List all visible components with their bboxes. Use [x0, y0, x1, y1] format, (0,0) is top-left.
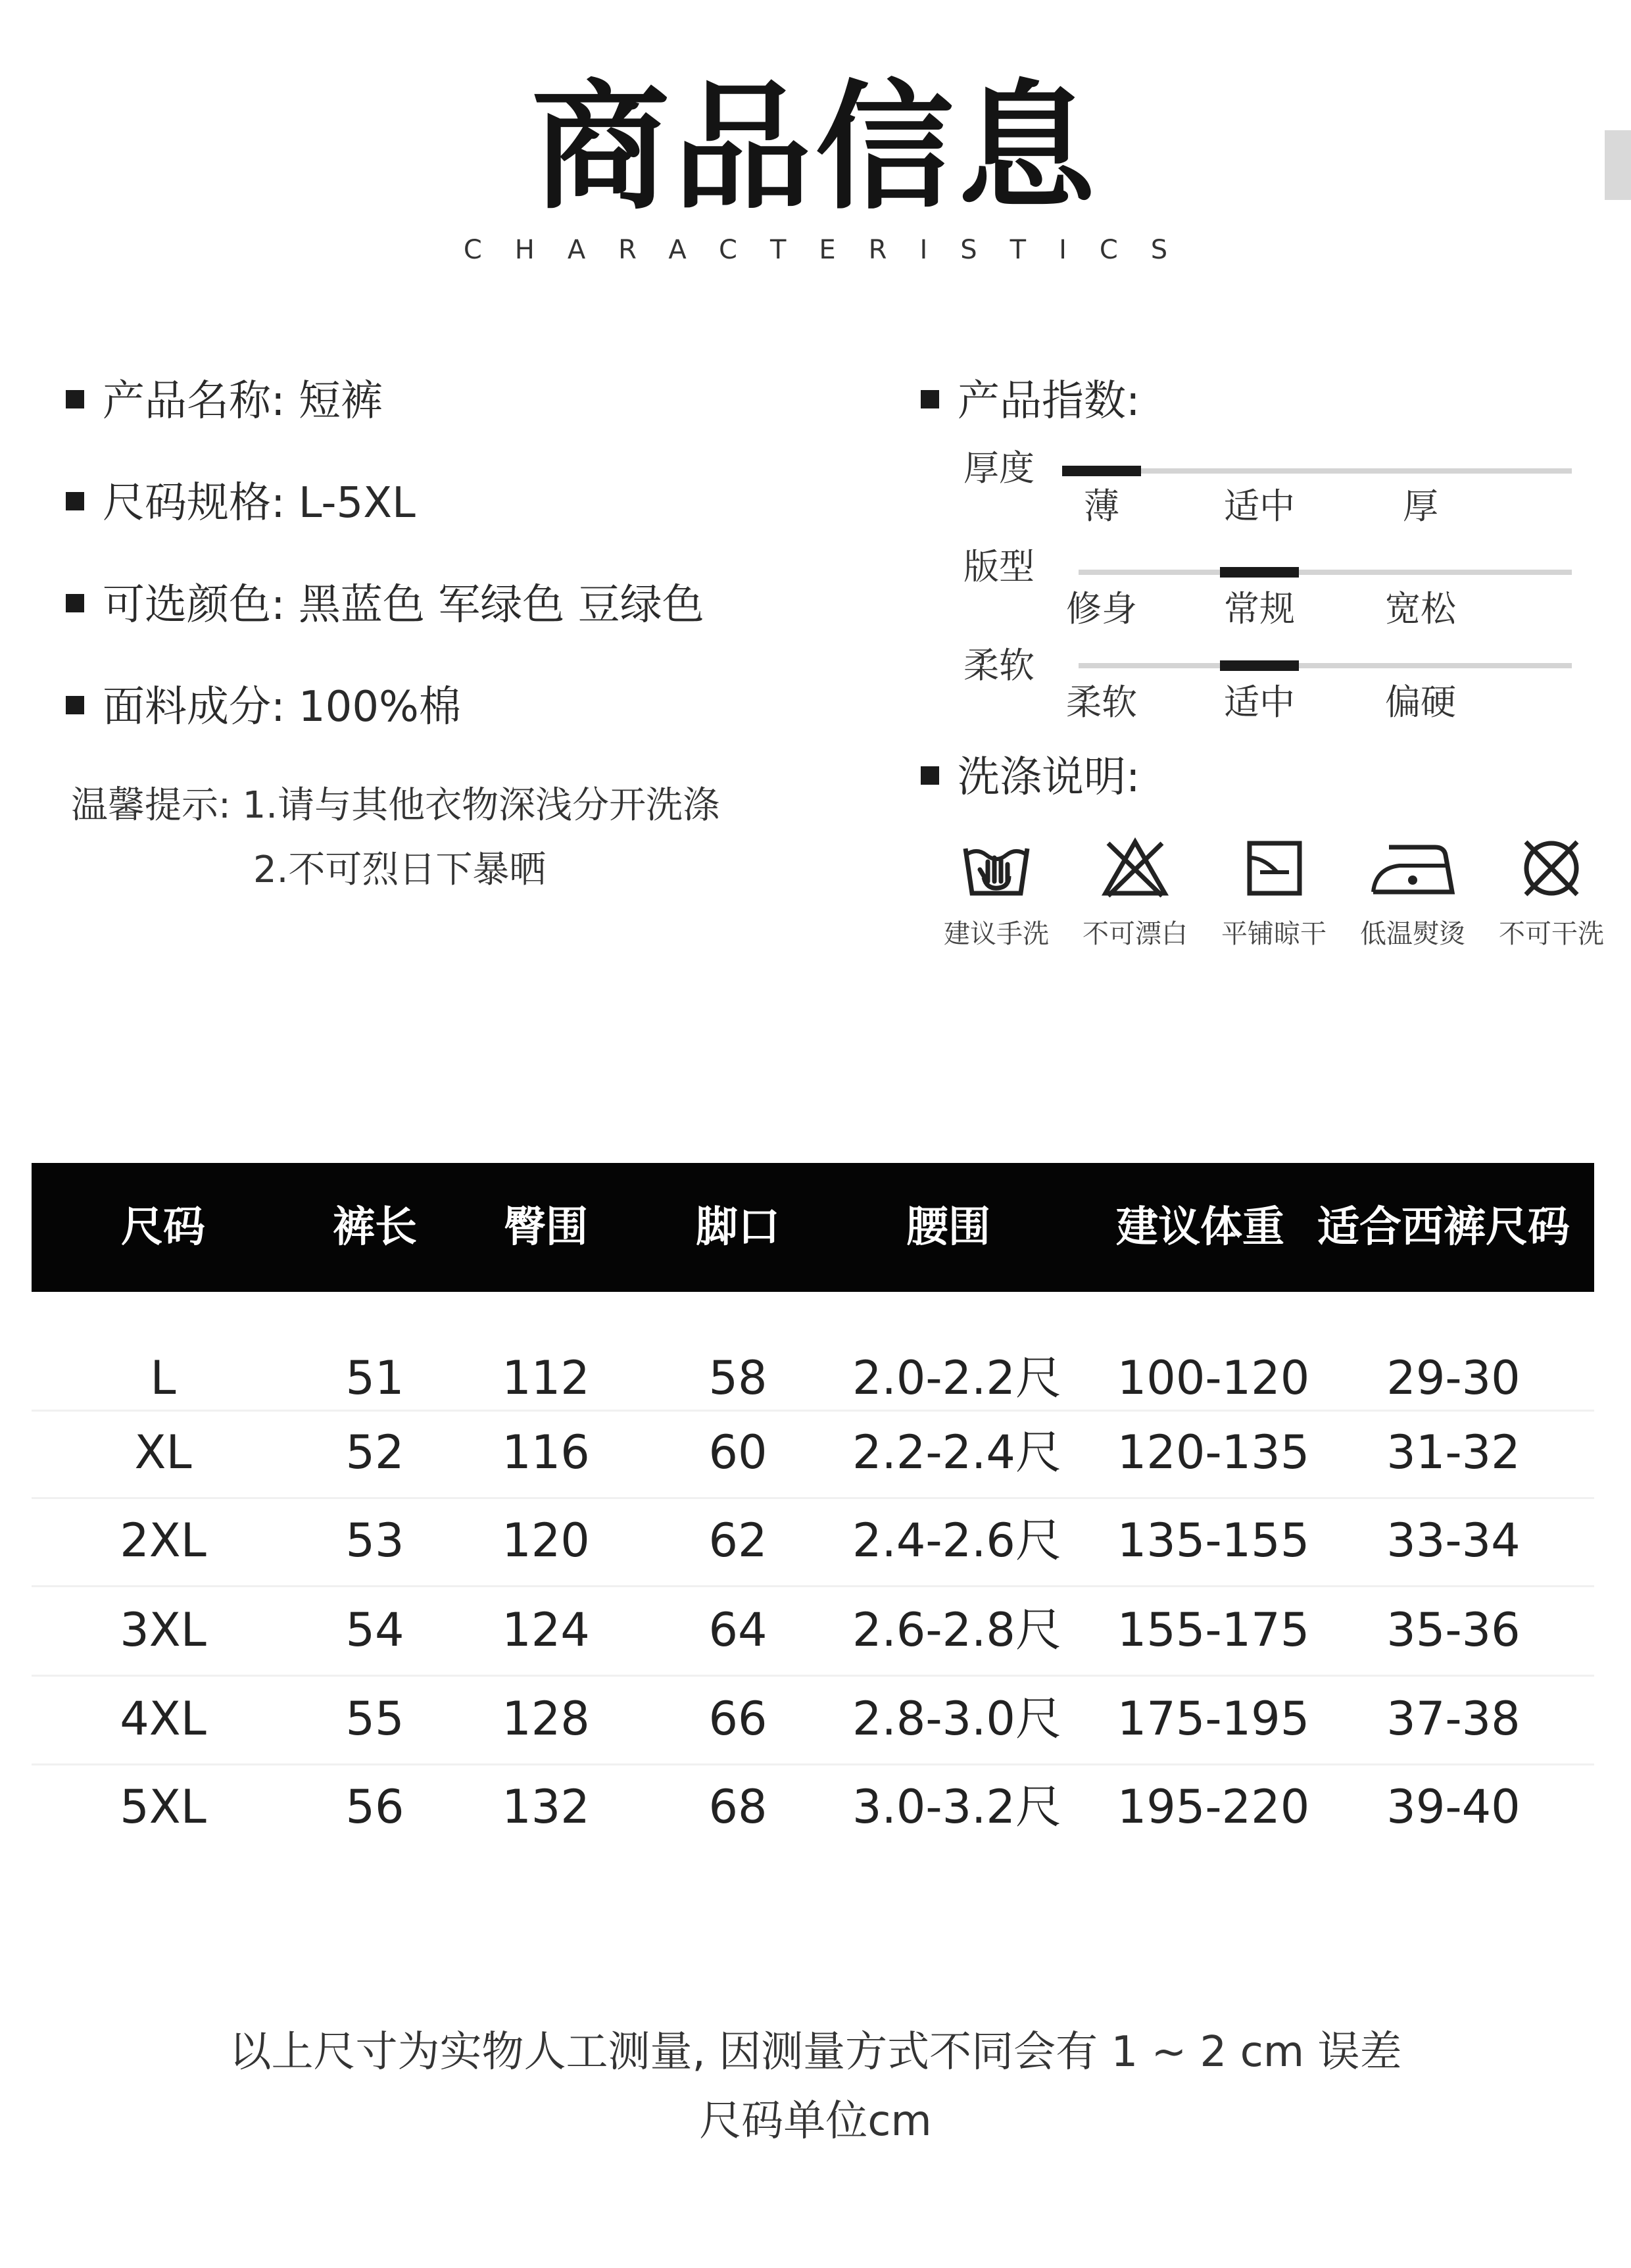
- bullet-icon: [66, 696, 84, 714]
- measurement-note: 以上尺寸为实物人工测量, 因测量方式不同会有 1 ~ 2 cm 误差: [229, 2028, 1402, 2077]
- table-row-divider: [32, 1675, 1594, 1677]
- index-label-fit: 版型: [963, 546, 1035, 587]
- bullet-icon: [66, 492, 84, 510]
- size-table-header-cell: 臀围: [504, 1203, 588, 1252]
- size-table-cell: 135-155: [1117, 1514, 1310, 1567]
- info-fabric: [66, 681, 461, 733]
- size-table-cell: 2.0-2.2尺: [852, 1351, 1061, 1405]
- index-marker-fit: [1220, 567, 1299, 578]
- size-table-cell: 155-175: [1117, 1603, 1310, 1657]
- index-option: 偏硬: [1385, 681, 1456, 723]
- size-table-cell: 3XL: [120, 1603, 207, 1657]
- index-option: 修身: [1066, 588, 1137, 629]
- size-table-cell: 2.4-2.6尺: [852, 1514, 1061, 1567]
- index-option: 适中: [1224, 485, 1295, 527]
- size-table-cell: 60: [708, 1425, 767, 1479]
- indices-heading: [921, 375, 1140, 428]
- wash-item-no-dry-clean: [1486, 835, 1617, 950]
- no-dry-clean-icon: [1515, 835, 1588, 901]
- size-table-cell: 128: [502, 1692, 590, 1746]
- dry-flat-icon: [1238, 835, 1310, 901]
- no-bleach-icon: [1099, 835, 1171, 901]
- index-option: 薄: [1084, 485, 1119, 527]
- table-row-divider: [32, 1763, 1594, 1765]
- side-scroll-tab: [1605, 130, 1631, 200]
- size-table-cell: 2.8-3.0尺: [852, 1692, 1061, 1746]
- index-option: 宽松: [1385, 588, 1456, 629]
- size-table-header-cell: 脚口: [696, 1203, 780, 1252]
- size-table-cell: 56: [345, 1780, 404, 1834]
- wash-label-dry-flat: 平铺晾干: [1221, 919, 1327, 949]
- bullet-icon: [921, 390, 939, 408]
- size-table-cell: 3.0-3.2尺: [852, 1780, 1061, 1834]
- index-label-thickness: 厚度: [963, 447, 1035, 489]
- wash-label-hand-wash: 建议手洗: [944, 919, 1049, 949]
- table-row-divider: [32, 1497, 1594, 1499]
- table-row-divider: [32, 1585, 1594, 1587]
- index-label-softness: 柔软: [963, 645, 1035, 686]
- size-table-cell: L: [150, 1351, 176, 1405]
- index-track-fit: [1079, 570, 1572, 575]
- size-table-cell: 100-120: [1117, 1351, 1310, 1405]
- size-table-cell: 64: [708, 1603, 767, 1657]
- hand-wash-icon: [960, 835, 1033, 901]
- size-table-header-cell: 建议体重: [1116, 1203, 1284, 1252]
- size-table-cell: 120: [502, 1514, 590, 1567]
- wash-label-no-dry-clean: 不可干洗: [1499, 919, 1604, 949]
- info-fabric-text: 面料成分: 100%棉: [103, 683, 461, 731]
- washing-heading-text: 洗涤说明:: [958, 753, 1140, 802]
- size-table-cell: 35-36: [1386, 1603, 1521, 1657]
- wash-item-no-bleach: [1069, 835, 1201, 950]
- size-table-cell: 195-220: [1117, 1780, 1310, 1834]
- wash-label-no-bleach: 不可漂白: [1083, 919, 1188, 949]
- index-track-softness: [1079, 663, 1572, 668]
- size-table-cell: 124: [502, 1603, 590, 1657]
- size-table-cell: 112: [502, 1351, 590, 1405]
- index-marker-softness: [1220, 660, 1299, 671]
- size-table-cell: 54: [345, 1603, 404, 1657]
- size-table-cell: XL: [134, 1425, 192, 1479]
- index-track-thickness: [1079, 468, 1572, 474]
- size-table-cell: 2XL: [120, 1514, 207, 1567]
- info-product-name: [66, 375, 383, 428]
- washing-heading: [921, 751, 1140, 804]
- index-marker-thickness: [1062, 466, 1141, 476]
- size-table-header-cell: 适合西裤尺码: [1317, 1203, 1570, 1252]
- page-subtitle: CHARACTERISTICS: [463, 235, 1201, 265]
- info-colors: [66, 579, 704, 631]
- size-table-cell: 52: [345, 1425, 404, 1479]
- index-option: 适中: [1224, 681, 1295, 723]
- index-option: 常规: [1224, 588, 1295, 629]
- info-colors-text: 可选颜色: 黑蓝色 军绿色 豆绿色: [103, 581, 704, 629]
- size-table-cell: 31-32: [1386, 1425, 1521, 1479]
- size-table-cell: 62: [708, 1514, 767, 1567]
- indices-heading-text: 产品指数:: [958, 377, 1140, 426]
- info-size-spec-text: 尺码规格: L-5XL: [103, 479, 416, 528]
- size-table-cell: 29-30: [1386, 1351, 1521, 1405]
- size-table-cell: 55: [345, 1692, 404, 1746]
- bullet-icon: [66, 390, 84, 408]
- size-table-cell: 116: [502, 1425, 590, 1479]
- size-table-cell: 4XL: [120, 1692, 207, 1746]
- size-table-cell: 33-34: [1386, 1514, 1521, 1567]
- size-table-cell: 5XL: [120, 1780, 207, 1834]
- index-option: 厚: [1403, 485, 1438, 527]
- size-table-cell: 2.2-2.4尺: [852, 1425, 1061, 1479]
- size-unit-note: 尺码单位cm: [699, 2097, 932, 2146]
- size-table-cell: 68: [708, 1780, 767, 1834]
- size-table-cell: 66: [708, 1692, 767, 1746]
- bullet-icon: [66, 594, 84, 612]
- care-tip-line-2: 2.不可烈日下暴晒: [253, 849, 547, 891]
- info-size-spec: [66, 477, 416, 530]
- size-table-cell: 51: [345, 1351, 404, 1405]
- wash-item-low-iron: [1347, 835, 1478, 950]
- care-tip-line-1: 温馨提示: 1.请与其他衣物深浅分开洗涤: [71, 784, 720, 827]
- size-table-cell: 120-135: [1117, 1425, 1310, 1479]
- wash-item-dry-flat: [1208, 835, 1340, 950]
- wash-item-hand-wash: [931, 835, 1062, 950]
- size-table-cell: 132: [502, 1780, 590, 1834]
- index-option: 柔软: [1066, 681, 1137, 723]
- size-table-cell: 39-40: [1386, 1780, 1521, 1834]
- bullet-icon: [921, 766, 939, 785]
- size-table-header-cell: 裤长: [333, 1203, 417, 1252]
- size-table-cell: 37-38: [1386, 1692, 1521, 1746]
- size-table-header-cell: 尺码: [121, 1203, 205, 1252]
- wash-label-low-iron: 低温熨烫: [1360, 919, 1465, 949]
- size-table-cell: 53: [345, 1514, 404, 1567]
- size-table-cell: 2.6-2.8尺: [852, 1603, 1061, 1657]
- size-table-cell: 58: [708, 1351, 767, 1405]
- info-product-name-text: 产品名称: 短裤: [103, 377, 383, 426]
- size-table-cell: 175-195: [1117, 1692, 1310, 1746]
- size-table-header-cell: 腰围: [906, 1203, 990, 1252]
- table-row-divider: [32, 1410, 1594, 1412]
- low-iron-icon: [1367, 835, 1459, 901]
- page-title: 商品信息: [531, 67, 1100, 228]
